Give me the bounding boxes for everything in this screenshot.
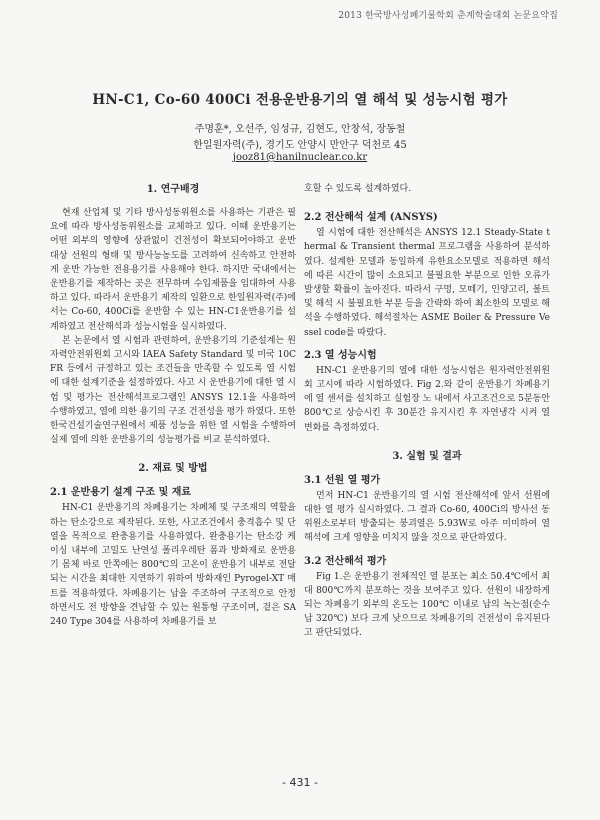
section-2-heading: 2. 재료 및 방법 bbox=[138, 463, 208, 475]
section-3-1-paragraph: 먼저 HN-C1 운반용기의 열 시험 전산해석에 앞서 선원에 대한 열 평가 실시하였다. 그 결과 Co-60, 400Ci의 방사선 동위원소로부터 방출되는 붕괴열은 5.93W로 아주 미미하여 열 해석에 크게 영향을 미치지 않을 것으로 판단하였다. bbox=[304, 490, 550, 544]
paper-title: HN-C1, Co-60 400Ci 전용운반용기의 열 해석 및 성능시험 평가 bbox=[92, 92, 508, 108]
section-2-3-paragraph: HN-C1 운반용기의 열에 대한 성능시험은 원자력안전위원회 고시에 따라 시험하였다. Fig 2.와 같이 운반용기 차폐용기에 열 센서를 설치하고 실험장 노 내에서 사고조건으로 5분동안 800℃로 상승시킨 후 30분간 유지시킨 후 자연냉각 시켜 열 변화를 측정하였다. bbox=[304, 365, 550, 433]
section-3-2-heading: 3.2 전산해석 평가 bbox=[304, 555, 387, 567]
section-3-2-paragraph: Fig 1.은 운반용기 전체적인 열 분포는 최소 50.4℃에서 최대 800℃까지 분포하는 것을 보여주고 있다. 선원이 내장하게 되는 차폐용기 외부의 온도는 100℃ 이내로 납의 녹는점(순수납 320℃) 보다 크게 낮으므로 차폐용기의 건전성이 유지된다고 판단되었다. bbox=[304, 571, 550, 639]
section-1-heading: 1. 연구배경 bbox=[146, 184, 200, 195]
page-number: - 431 - bbox=[282, 776, 318, 789]
section-2-1-paragraph: HN-C1 운반용기의 차폐용기는 차폐체 및 구조재의 역할을 하는 탄소강으로 제작된다. 또한, 사고조건에서 충격흡수 및 단열을 목적으로 완충용기를 사용하였다. 완충용기는 탄소강 케이싱 내부에 고밀도 난연성 폴리우레탄 폼과 방화재로 운반용기 몸체 바로 안쪽에는 800℃의 고온이 운반용기 내부로 전달되는 시간을 최대한 지연하기 위하여 방화재인 Pyrogel-XT 매트를 적용하였다. 차폐용기는 납을 주조하여 구조적으로 안정하면서도 전 방향을 견납할 수 있는 원통형 구조이며, 겉은 SA240 Type 304를 사용하여 차폐용기를 보 bbox=[50, 503, 296, 628]
right-column bbox=[304, 182, 550, 641]
running-header: 2013 한국방사성폐기물학회 춘계학술대회 논문요약집 bbox=[338, 11, 558, 21]
author-list: 주명훈*, 오선주, 임성규, 김현도, 안창석, 장동철 bbox=[194, 124, 406, 135]
section-1-paragraph-2: 본 논문에서 열 시험과 관련하여, 운반용기의 기준설계는 원자력안전위원회 고시와 IAEA Safety Standard 및 미국 10CFR 등에서 규정하고 있는 조건들을 만족할 수 있도록 열 시험에 대한 설계기준을 설정하였다. 사고 시 운반용기에 대한 열 시험 및 평가는 전산해석프로그램인 ANSYS 12.1을 사용하여 수행하였고, 열에 의한 용기의 구조 건전성을 평가 하였다. 또한 한국건설기술연구원에서 제품 성능을 위한 열 시험을 수행하여 실제 열에 의한 운반용기의 성능평가를 비교 분석하였다. bbox=[50, 335, 296, 446]
section-1-paragraph-1: 현재 산업체 및 기타 방사성동위원소를 사용하는 기관은 필요에 따라 방사성동위원소를 교체하고 있다. 이때 운반용기는 어떤 외부의 영향에 상관없이 건전성이 확보되어야하고 운반 대상 선원의 형태 및 방사능농도를 고려하여 신속하고 안전하게 운반 가능한 전용용기를 사용해야 한다. 하지만 국내에서는 운반용기를 제작하는 곳은 전무하며 수입제품을 임대하여 사용하고 있다. 따라서 운반용기 제작의 일환으로 한일원자력(주)에서는 Co-60, 400Ci를 운반할 수 있는 HN-C1운반용기를 설계하였고 전산해석과 성능시험을 실시하였다. bbox=[50, 208, 296, 332]
section-2-2-heading: 2.2 전산해석 설계 (ANSYS) bbox=[304, 212, 438, 224]
left-column bbox=[50, 182, 296, 629]
section-2-2-paragraph: 열 시험에 대한 전산해석은 ANSYS 12.1 Steady-State thermal & Transient thermal 프로그램을 사용하여 분석하였다. 설계한 모델과 동일하게 유한요소모델로 적용하면 해석에 따른 시간이 많이 소요되고 불필요한 부분으로 인한 오류가 발생할 확률이 높아진다. 따라서 구멍, 모떼기, 인양고리, 볼트 및 해석 시 불필요한 부분 등을 간략화 하여 최소한의 모델로 해석을 수행하였다. 해석절차는 ASME Boiler & Pressure Vessel code를 따랐다. bbox=[304, 228, 550, 338]
section-2-3-heading: 2.3 열 성능시험 bbox=[304, 349, 377, 361]
author-email[interactable]: jooz81@hanilnuclear.co.kr bbox=[232, 152, 368, 163]
continued-paragraph: 호할 수 있도록 설계하였다. bbox=[304, 184, 412, 194]
affiliation: 한일원자력(주), 경기도 안양시 만안구 덕천로 45 bbox=[193, 140, 407, 151]
section-3-1-heading: 3.1 선원 열 평가 bbox=[304, 474, 381, 486]
section-2-1-heading: 2.1 운반용기 설계 구조 및 재료 bbox=[50, 487, 192, 499]
section-3-heading: 3. 실험 및 결과 bbox=[392, 450, 462, 462]
